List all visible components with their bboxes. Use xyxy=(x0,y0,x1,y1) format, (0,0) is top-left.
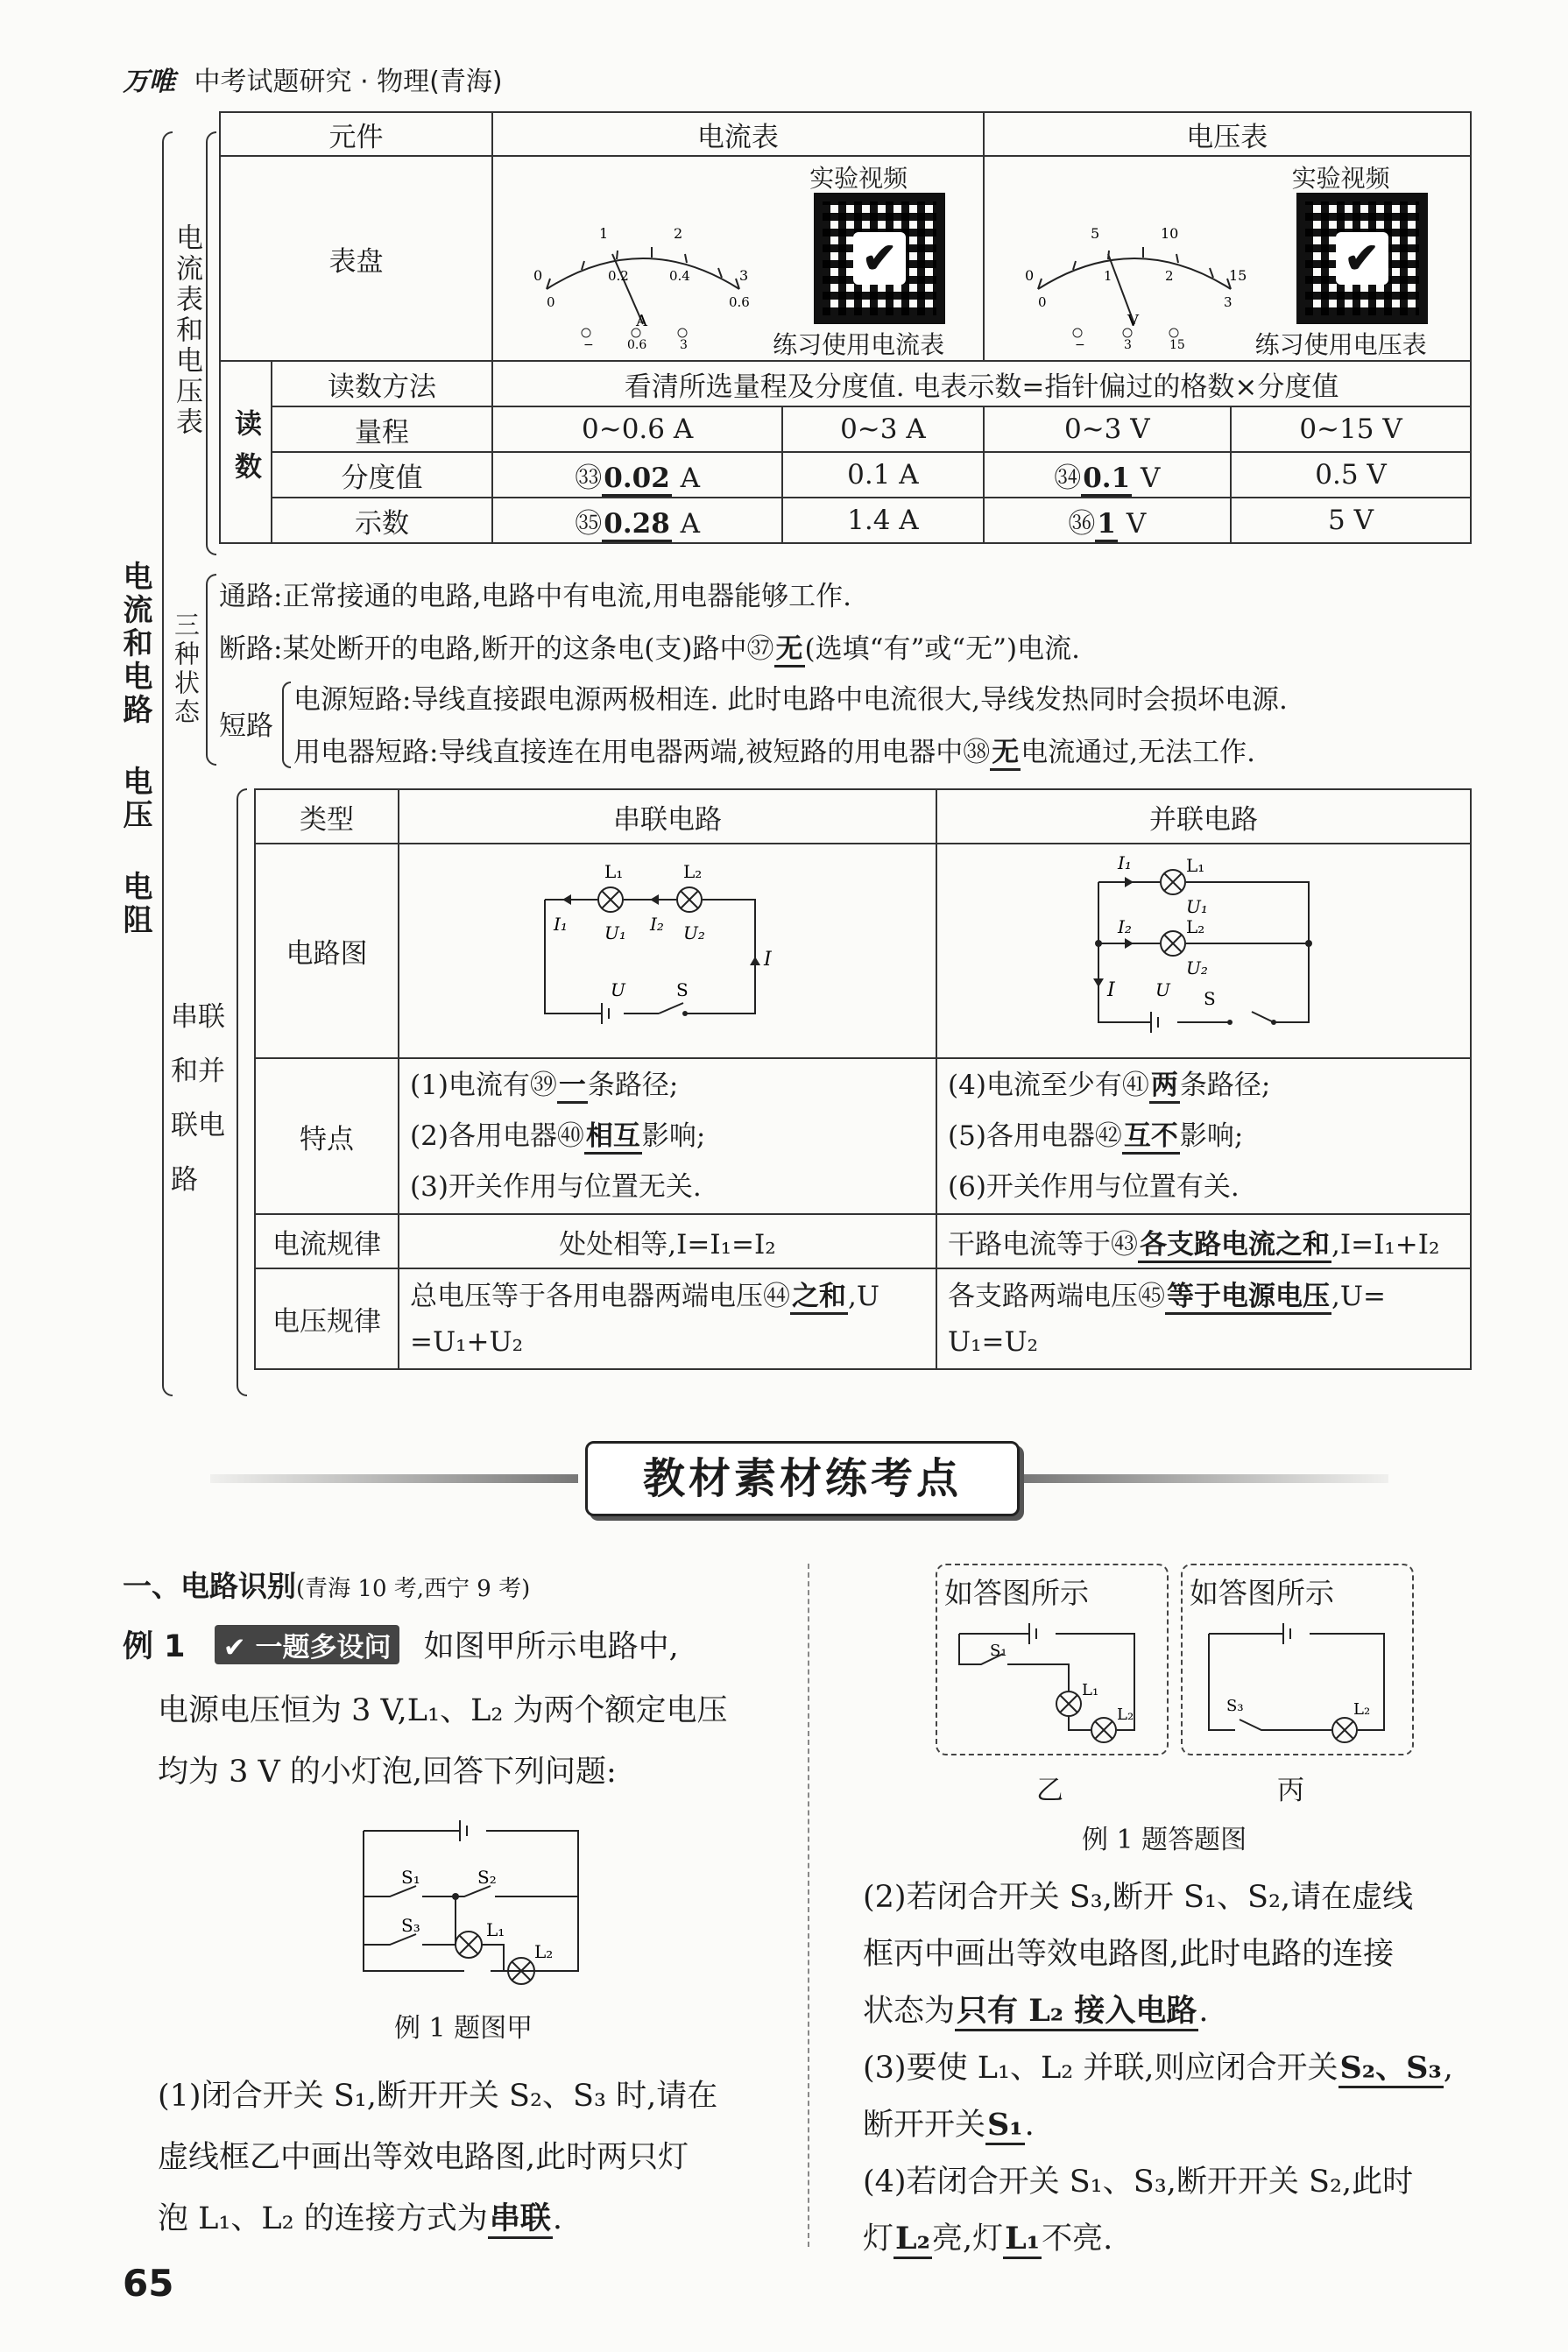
meters-header-voltmeter: 电压表 xyxy=(984,112,1471,156)
reading-cell: 1.4 A xyxy=(782,498,983,543)
svg-text:S₁: S₁ xyxy=(990,1642,1007,1660)
meters-bracket xyxy=(206,131,216,555)
feature-item: (2)各用电器㊵相互影响; xyxy=(410,1111,935,1162)
svg-text:I: I xyxy=(764,948,772,971)
answer-blank: 0.02 xyxy=(602,463,672,497)
svg-text:I: I xyxy=(1107,978,1115,1001)
series-circuit-diagram xyxy=(527,856,808,1040)
states-bracket xyxy=(206,574,216,766)
voltmeter-dial xyxy=(1021,193,1248,352)
question-3-line-1: (3)要使 L₁、L₂ 并联,则应闭合开关S₂、S₃, xyxy=(863,2044,1453,2087)
svg-text:0.2: 0.2 xyxy=(608,268,629,284)
example1-intro: 例 1 ✔ 一题多设问 如图甲所示电路中, xyxy=(123,1622,679,1666)
series-diagram-cell xyxy=(399,844,936,1058)
figure-a-caption: 例 1 题图甲 xyxy=(394,2013,533,2044)
svg-text:3: 3 xyxy=(680,338,688,352)
meters-table xyxy=(219,111,1472,544)
svg-text:L₁: L₁ xyxy=(604,860,624,882)
state-open: 断路:某处断开的电路,断开的这条电(支)路中㊲无(选填“有”或“无”)电流. xyxy=(219,626,1080,666)
voltmeter-dial-cell xyxy=(984,156,1471,361)
check-icon: ✔ xyxy=(222,1632,246,1663)
parallel-diagram-cell xyxy=(936,844,1471,1058)
svg-text:−: − xyxy=(583,338,594,352)
svg-text:0.4: 0.4 xyxy=(669,268,690,284)
ammeter-dial xyxy=(529,193,757,352)
example1-intro-2: 电源电压恒为 3 V,L₁、L₂ 为两个额定电压 xyxy=(158,1693,728,1728)
check-icon: ✔ xyxy=(1336,232,1388,285)
circuits-header-type: 类型 xyxy=(255,789,399,844)
side-label-meters: 电流表和电压表 xyxy=(171,223,202,438)
svg-text:0: 0 xyxy=(1037,294,1047,310)
voltmeter-video-label: 实验视频 xyxy=(1291,164,1390,193)
question-1-line-1: (1)闭合开关 S₁,断开开关 S₂、S₃ 时,请在 xyxy=(158,2079,718,2114)
banner-rule-right xyxy=(1021,1474,1388,1483)
read-method-label: 读数方法 xyxy=(272,361,492,406)
ammeter-tick-3: 3 xyxy=(739,267,749,284)
answer-blank: 等于电源电压 xyxy=(1165,1281,1331,1315)
example-badge: ✔ 一题多设问 xyxy=(215,1625,400,1664)
ammeter-unit: A xyxy=(636,312,648,330)
answer-label-bing: 丙 xyxy=(1277,1775,1304,1806)
division-label: 分度值 xyxy=(272,452,492,498)
svg-text:I₂: I₂ xyxy=(1118,915,1132,937)
feature-item: (6)开关作用与位置有关. xyxy=(948,1171,1240,1203)
ammeter-tick-1: 1 xyxy=(599,225,609,242)
check-icon: ✔ xyxy=(853,232,906,285)
parallel-voltage-rule: 各支路两端电压㊺等于电源电压,U= U₁=U₂ xyxy=(936,1268,1471,1369)
range-cell: 0~3 V xyxy=(984,406,1231,452)
voltmeter-qr-code[interactable] xyxy=(1296,193,1428,324)
svg-text:L₂: L₂ xyxy=(1186,915,1205,937)
ammeter-dial-cell xyxy=(492,156,984,361)
range-cell: 0~0.6 A xyxy=(492,406,782,452)
division-cell: ㉞0.1 V xyxy=(984,452,1231,498)
answer-blank: 只有 L₂ 接入电路 xyxy=(955,1993,1198,2031)
answer-box-bing xyxy=(1181,1564,1414,1755)
range-label: 量程 xyxy=(272,406,492,452)
ammeter-tick-2: 2 xyxy=(674,225,683,242)
question-2-line-2: 框丙中画出等效电路图,此时电路的连接 xyxy=(863,1937,1395,1972)
svg-text:L₂: L₂ xyxy=(683,860,703,882)
reading-cell: ㉟0.28 A xyxy=(492,498,782,543)
side-label-three-states: 三种状态 xyxy=(171,611,201,727)
reading-label: 示数 xyxy=(272,498,492,543)
svg-text:I₂: I₂ xyxy=(650,913,664,935)
answer-blank: 串联 xyxy=(488,2200,553,2239)
svg-text:L₂: L₂ xyxy=(1353,1700,1371,1719)
reading-cell: 5 V xyxy=(1231,498,1471,543)
svg-text:S₃: S₃ xyxy=(1226,1697,1244,1715)
question-3-line-2: 断开开关S₁. xyxy=(863,2101,1035,2144)
answer-box-yi xyxy=(936,1564,1169,1755)
parallel-circuit-diagram xyxy=(1063,847,1344,1049)
ammeter-qr-code[interactable] xyxy=(814,193,945,324)
svg-text:5: 5 xyxy=(1090,225,1099,242)
answer-blank: 各支路电流之和 xyxy=(1138,1229,1331,1263)
feature-item: (1)电流有㊴一条路径; xyxy=(410,1060,935,1111)
column-divider xyxy=(808,1564,809,2247)
circuits-header-series: 串联电路 xyxy=(399,789,936,844)
svg-text:U₂: U₂ xyxy=(683,922,705,943)
range-cell: 0~3 A xyxy=(782,406,983,452)
question-4-line-1: (4)若闭合开关 S₁、S₃,断开开关 S₂,此时 xyxy=(863,2165,1414,2200)
state-short-source: 电源短路:导线直接跟电源两极相连. 此时电路中电流很大,导线发热同时会损坏电源. xyxy=(293,684,1288,716)
banner-rule-left xyxy=(210,1474,578,1483)
current-rule-label: 电流规律 xyxy=(255,1214,399,1268)
svg-text:U₂: U₂ xyxy=(1186,957,1208,978)
svg-text:L₁: L₁ xyxy=(1186,854,1205,876)
answer-figure-caption: 例 1 题答题图 xyxy=(1082,1825,1247,1855)
circuits-header-parallel: 并联电路 xyxy=(936,789,1471,844)
question-4-line-2: 灯L₂亮,灯L₁不亮. xyxy=(863,2214,1112,2258)
read-method-text: 看清所选量程及分度值. 电表示数=指针偏过的格数×分度值 xyxy=(492,361,1471,406)
division-cell: ㉝0.02 A xyxy=(492,452,782,498)
svg-text:U: U xyxy=(611,978,625,1000)
diagram-label: 电路图 xyxy=(255,844,399,1058)
svg-text:L₁: L₁ xyxy=(486,1919,505,1940)
answer-diagram-bing xyxy=(1187,1616,1406,1748)
answer-diagram-yi xyxy=(942,1616,1161,1748)
state-short-appliance: 用电器短路:导线直接连在用电器两端,被短路的用电器中㊳无电流通过,无法工作. xyxy=(293,730,1255,769)
svg-text:U: U xyxy=(1155,978,1170,1000)
side-label-series-parallel: 串联和并联电路 xyxy=(171,1001,225,1196)
range-cell: 0~15 V xyxy=(1231,406,1471,452)
answer-blank: S₂、S₃ xyxy=(1338,2050,1444,2088)
answer-box-title: 如答图所示 xyxy=(944,1576,1089,1610)
dial-label: 表盘 xyxy=(220,156,492,361)
svg-text:1: 1 xyxy=(1103,268,1112,284)
series-voltage-rule: 总电压等于各用电器两端电压㊹之和,U =U₁+U₂ xyxy=(399,1268,936,1369)
feature-label: 特点 xyxy=(255,1058,399,1214)
state-path: 通路:正常接通的电路,电路中有电流,用电器能够工作. xyxy=(219,581,852,612)
answer-blank: 1 xyxy=(1095,508,1118,542)
ammeter-tick-0: 0 xyxy=(533,267,543,284)
svg-text:3: 3 xyxy=(1123,338,1132,352)
ammeter-caption: 练习使用电流表 xyxy=(773,330,945,359)
voltmeter-unit: V xyxy=(1127,312,1139,330)
answer-blank: L₁ xyxy=(1003,2221,1042,2259)
answer-blank: 互不 xyxy=(1122,1120,1180,1155)
answer-blank: 一 xyxy=(557,1070,588,1104)
svg-text:S₁: S₁ xyxy=(401,1867,420,1888)
feature-item: (4)电流至少有㊶两条路径; xyxy=(948,1060,1469,1111)
question-1-line-3: 泡 L₁、L₂ 的连接方式为串联. xyxy=(158,2194,562,2238)
svg-text:I₁: I₁ xyxy=(554,913,568,935)
svg-text:−: − xyxy=(1074,338,1085,352)
circuits-bracket xyxy=(237,788,247,1396)
header-title: 中考试题研究 · 物理(青海) xyxy=(194,67,503,97)
short-bracket xyxy=(282,682,291,768)
svg-text:S: S xyxy=(676,978,689,1000)
brand-logo: 万唯 xyxy=(123,67,175,97)
svg-text:U₁: U₁ xyxy=(604,922,626,943)
svg-text:S: S xyxy=(1204,987,1216,1009)
short-label: 短路 xyxy=(219,710,273,742)
svg-text:L₂: L₂ xyxy=(534,1941,554,1962)
question-2-line-1: (2)若闭合开关 S₃,断开 S₁、S₂,请在虚线 xyxy=(863,1880,1414,1915)
example1-intro-3: 均为 3 V 的小灯泡,回答下列问题: xyxy=(158,1755,617,1790)
answer-blank: S₁ xyxy=(985,2107,1025,2145)
page-number: 65 xyxy=(123,2262,174,2305)
svg-text:0: 0 xyxy=(547,294,555,310)
parallel-current-rule: 干路电流等于㊸各支路电流之和,I=I₁+I₂ xyxy=(936,1214,1471,1268)
svg-text:U₁: U₁ xyxy=(1186,895,1208,917)
read-group-label: 读数 xyxy=(220,361,272,543)
meters-header-component: 元件 xyxy=(220,112,492,156)
answer-blank: 无 xyxy=(774,633,805,667)
question-1-line-2: 虚线框乙中画出等效电路图,此时两只灯 xyxy=(158,2140,689,2175)
voltage-rule-label: 电压规律 xyxy=(255,1268,399,1369)
ammeter-video-label: 实验视频 xyxy=(809,164,908,193)
svg-text:15: 15 xyxy=(1169,338,1185,352)
page-header xyxy=(123,60,503,98)
svg-text:S₃: S₃ xyxy=(401,1915,420,1936)
answer-box-title: 如答图所示 xyxy=(1190,1576,1334,1610)
division-cell: 0.5 V xyxy=(1231,452,1471,498)
answer-label-yi: 乙 xyxy=(1036,1775,1063,1806)
answer-blank: 0.28 xyxy=(602,508,672,542)
svg-text:0: 0 xyxy=(1024,267,1034,284)
svg-text:0.6: 0.6 xyxy=(627,338,647,352)
meters-header-ammeter: 电流表 xyxy=(492,112,984,156)
division-cell: 0.1 A xyxy=(782,452,983,498)
example-label: 例 1 xyxy=(123,1629,186,1664)
svg-text:I₁: I₁ xyxy=(1118,851,1132,873)
svg-text:3: 3 xyxy=(1223,294,1233,310)
example1-figure-a xyxy=(359,1813,587,1980)
feature-item: (3)开关作用与位置无关. xyxy=(410,1171,702,1203)
feature-item: (5)各用电器㊷互不影响; xyxy=(948,1111,1469,1162)
svg-text:S₂: S₂ xyxy=(477,1867,497,1888)
answer-blank: 无 xyxy=(990,737,1021,771)
circuits-table xyxy=(254,788,1472,1370)
parallel-features xyxy=(936,1058,1471,1214)
svg-text:15: 15 xyxy=(1228,267,1247,284)
answer-blank: L₂ xyxy=(893,2221,932,2259)
question-2-line-3: 状态为只有 L₂ 接入电路. xyxy=(863,1987,1208,2031)
svg-text:L₂: L₂ xyxy=(1117,1706,1134,1724)
svg-text:0.6: 0.6 xyxy=(729,294,750,310)
svg-text:2: 2 xyxy=(1164,268,1174,284)
side-label-main: 电流和电路 电压 电阻 xyxy=(117,561,152,937)
series-features xyxy=(399,1058,936,1214)
series-current-rule: 处处相等,I=I₁=I₂ xyxy=(399,1214,936,1268)
section-banner: 教材素材练考点 xyxy=(585,1441,1020,1516)
answer-blank: 两 xyxy=(1149,1070,1180,1104)
answer-blank: 0.1 xyxy=(1081,463,1132,497)
reading-cell: ㊱1 V xyxy=(984,498,1231,543)
voltmeter-caption: 练习使用电压表 xyxy=(1254,330,1427,359)
svg-text:L₁: L₁ xyxy=(1082,1681,1099,1699)
answer-blank: 之和 xyxy=(790,1281,848,1315)
svg-text:10: 10 xyxy=(1160,225,1178,242)
answer-blank: 相互 xyxy=(584,1120,642,1155)
section1-title: 一、电路识别(青海 10 考,西宁 9 考) xyxy=(123,1569,531,1603)
